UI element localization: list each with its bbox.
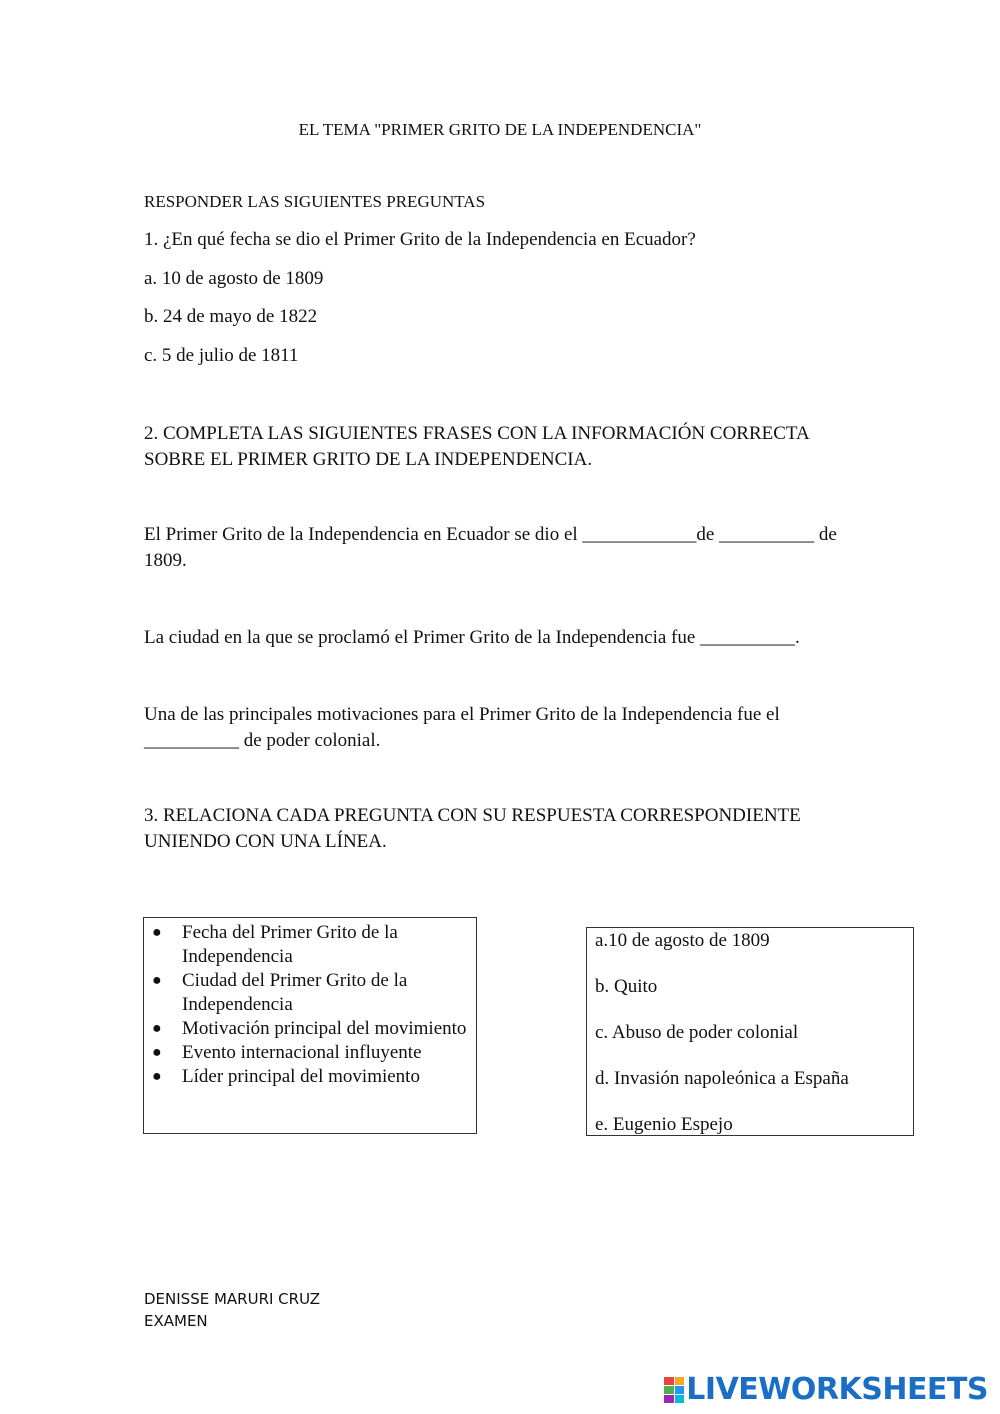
- fill-in-sentence-date[interactable]: El Primer Grito de la Independencia en Ecuador se dio el ____________de __________ de 1809.: [144, 524, 837, 571]
- bullet-icon: ●: [152, 1068, 162, 1085]
- matching-prompts-box: [143, 917, 477, 1134]
- logo-mark-icon: [664, 1377, 684, 1403]
- bullet-icon: ●: [152, 1044, 162, 1061]
- matching-prompt-item[interactable]: [152, 1017, 476, 1041]
- matching-answers-box: [586, 927, 914, 1136]
- matching-answer-c[interactable]: c. Abuso de poder colonial: [595, 1022, 799, 1043]
- matching-prompt-item[interactable]: [152, 969, 476, 1017]
- matching-answer-d[interactable]: d. Invasión napoleónica a España: [595, 1068, 849, 1089]
- question-1-option-b[interactable]: b. 24 de mayo de 1822: [144, 306, 318, 327]
- matching-prompt-label: Motivación principal del movimiento: [182, 1018, 467, 1039]
- logo-text: LIVEWORKSHEETS: [686, 1372, 988, 1407]
- matching-prompt-item[interactable]: [152, 1041, 476, 1065]
- question-3-text: 3. RELACIONA CADA PREGUNTA CON SU RESPUESTA CORRESPONDIENTE UNIENDO CON UNA LÍNEA.: [144, 805, 801, 852]
- matching-answer-b[interactable]: b. Quito: [595, 976, 658, 997]
- question-1-option-a[interactable]: a. 10 de agosto de 1809: [144, 268, 324, 289]
- question-1-option-c[interactable]: c. 5 de julio de 1811: [144, 345, 299, 366]
- matching-prompt-label: Evento internacional influyente: [182, 1042, 422, 1063]
- footer-author: DENISSE MARURI CRUZ: [144, 1290, 321, 1308]
- matching-prompt-item[interactable]: [152, 921, 476, 969]
- instructions: RESPONDER LAS SIGUIENTES PREGUNTAS: [144, 192, 486, 211]
- worksheet-title: EL TEMA "PRIMER GRITO DE LA INDEPENDENCIA": [298, 120, 702, 139]
- bullet-icon: ●: [152, 924, 162, 941]
- fill-in-sentence-motivation[interactable]: Una de las principales motivaciones para el Primer Grito de la Independencia fue el __________ de poder colonial.: [144, 704, 780, 751]
- question-1-text: 1. ¿En qué fecha se dio el Primer Grito de la Independencia en Ecuador?: [144, 229, 696, 250]
- footer-label: EXAMEN: [144, 1312, 208, 1330]
- matching-prompt-label: Ciudad del Primer Grito de la Independencia: [182, 970, 408, 1015]
- matching-prompt-label: Líder principal del movimiento: [182, 1066, 420, 1087]
- matching-prompts-list: [144, 921, 476, 1089]
- bullet-icon: ●: [152, 972, 162, 989]
- fill-in-sentence-city[interactable]: La ciudad en la que se proclamó el Primer Grito de la Independencia fue __________.: [144, 627, 800, 648]
- matching-answer-e[interactable]: e. Eugenio Espejo: [595, 1114, 733, 1135]
- bullet-icon: ●: [152, 1020, 162, 1037]
- matching-prompt-label: Fecha del Primer Grito de la Independencia: [182, 922, 398, 967]
- matching-prompt-item[interactable]: [152, 1065, 476, 1089]
- matching-answer-a[interactable]: a.10 de agosto de 1809: [595, 930, 770, 951]
- liveworksheets-logo: [664, 1372, 988, 1407]
- question-2-text: 2. COMPLETA LAS SIGUIENTES FRASES CON LA INFORMACIÓN CORRECTA SOBRE EL PRIMER GRITO DE LA INDEPENDENCIA.: [144, 423, 809, 470]
